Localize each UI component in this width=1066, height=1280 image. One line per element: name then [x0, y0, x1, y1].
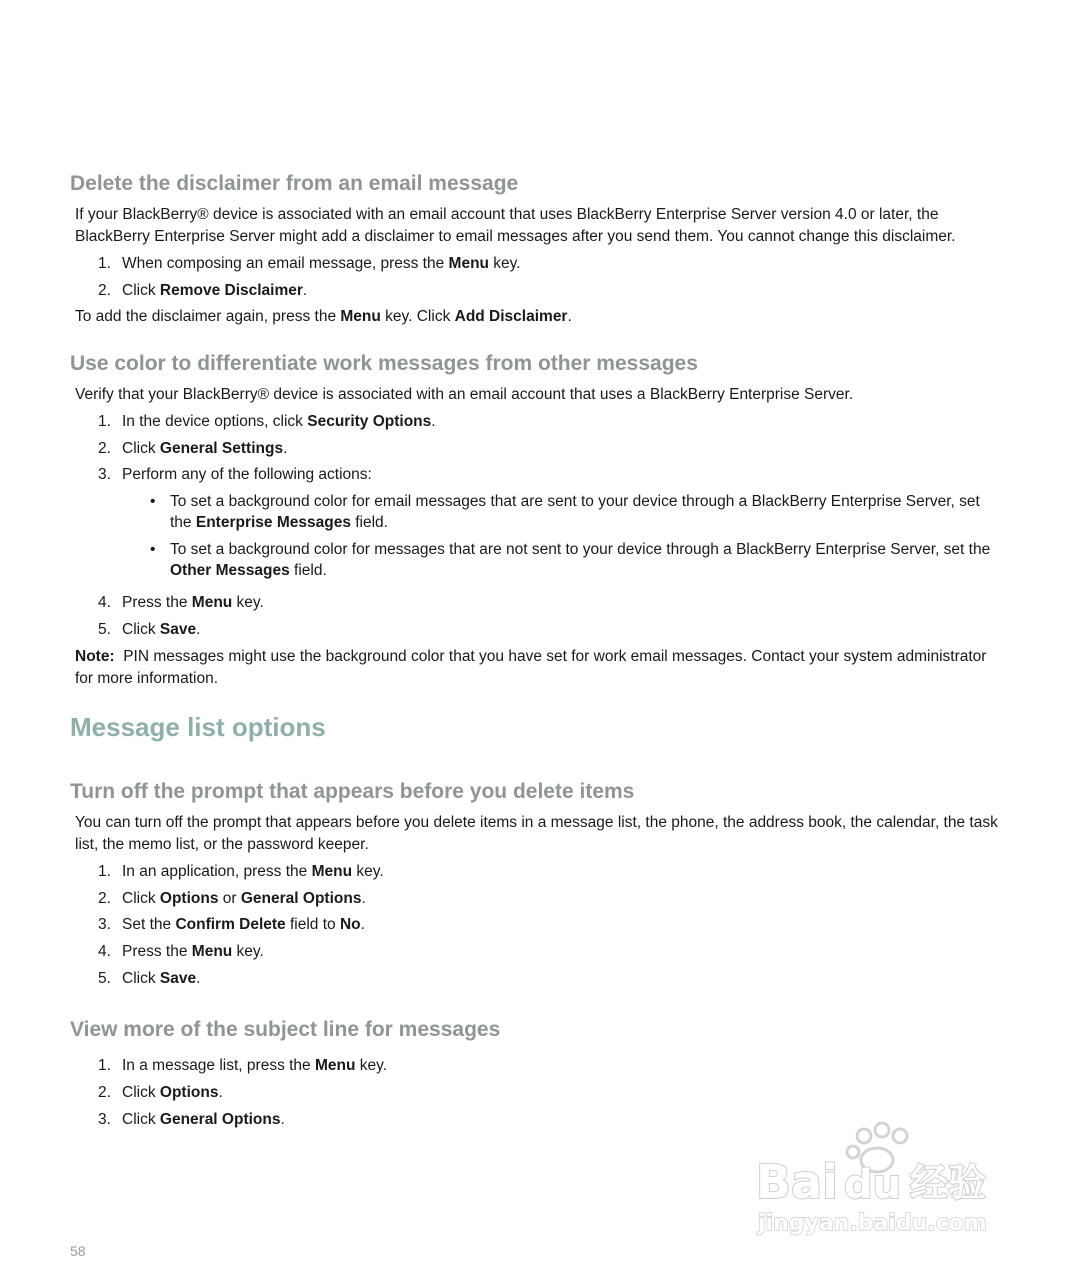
svg-text:经验: 经验: [910, 1161, 987, 1205]
step-bold: Save: [159, 970, 197, 987]
baidu-watermark-logo: [752, 1118, 1012, 1243]
step-text: Perform any of the following actions:: [122, 466, 372, 483]
step-number: 3.: [98, 1111, 111, 1128]
step-text: Click: [122, 282, 160, 299]
step-text: key.: [355, 1057, 388, 1074]
step-text: or: [218, 890, 241, 907]
step-number: 2.: [98, 282, 111, 299]
step-text: .: [360, 916, 365, 933]
bold-text: Menu: [340, 308, 381, 325]
step-text: field to: [285, 916, 340, 933]
step-bold: Menu: [311, 863, 353, 880]
bold-text: Add Disclaimer: [454, 308, 568, 325]
step-bold: General Options: [159, 1111, 281, 1128]
step-5: [98, 968, 998, 990]
bullet-icon: •: [150, 493, 156, 510]
step-2: [98, 888, 998, 910]
bullet-icon: •: [150, 541, 156, 558]
step-text: In the device options, click: [122, 413, 308, 430]
step-text: Click: [122, 970, 160, 987]
step-number: 1.: [98, 863, 111, 880]
step-bold: Options: [159, 1084, 219, 1101]
text: .: [567, 308, 572, 325]
bullet-text: [170, 491, 1000, 533]
step-1: [98, 411, 998, 433]
note-text: PIN messages might use the background color that you have set for work email messages. Contact your system administrator for more information.: [75, 648, 991, 687]
step-3: [98, 914, 998, 936]
step-number: 1.: [98, 1057, 111, 1074]
step-text: key.: [489, 255, 521, 272]
svg-text:du: du: [844, 1162, 902, 1208]
svg-text:jingyan.baidu.com: jingyan.baidu.com: [758, 1211, 987, 1236]
step-5: [98, 619, 998, 641]
step-text: In an application, press the: [122, 863, 312, 880]
bold-text: Other Messages: [170, 562, 290, 579]
step-number: 5.: [98, 970, 111, 987]
paragraph-disclaimer-intro: If your BlackBerry® device is associated with an email account that uses BlackBerry Enterprise Server version 4.0 or later, the BlackBerry Enterprise Server might add a disclaimer to email messages after you send them. You cannot change this disclaimer.: [75, 206, 956, 245]
step-bold: No: [339, 916, 361, 933]
text: To set a background color for email messages that are sent to your device through a BlackBerry Enterprise Server, set the: [170, 493, 980, 531]
heading-use-color: Use color to differentiate work messages from other messages: [70, 352, 698, 375]
bullet-other-messages: [150, 539, 1000, 581]
step-text: In a message list, press the: [122, 1057, 315, 1074]
paragraph-prompt-intro: You can turn off the prompt that appears before you delete items in a message list, the phone, the address book, the calendar, the task list, the memo list, or the password keeper.: [75, 814, 998, 853]
text: key. Click: [380, 308, 455, 325]
text: To add the disclaimer again, press the: [75, 308, 341, 325]
step-text: Press the: [122, 594, 192, 611]
step-text: Click: [122, 1084, 160, 1101]
step-2: [98, 438, 998, 460]
step-1: [98, 253, 998, 275]
step-number: 4.: [98, 943, 111, 960]
step-4: [98, 592, 998, 614]
step-text: .: [280, 1111, 285, 1128]
step-1: [98, 861, 998, 883]
step-2: [98, 280, 998, 302]
text: field.: [350, 514, 388, 531]
step-bold: Menu: [448, 255, 489, 272]
step-number: 5.: [98, 621, 111, 638]
step-bold: Save: [159, 621, 197, 638]
step-text: Press the: [122, 943, 192, 960]
step-number: 4.: [98, 594, 111, 611]
step-bold: General Options: [240, 890, 362, 907]
step-text: .: [361, 890, 366, 907]
page-number: 58: [70, 1243, 86, 1259]
step-4: [98, 941, 998, 963]
text: field.: [289, 562, 327, 579]
step-text: .: [431, 413, 436, 430]
note-label: Note:: [75, 648, 115, 665]
step-bold: Security Options: [307, 413, 432, 430]
heading-message-list-options: Message list options: [70, 712, 326, 742]
step-text: key.: [232, 594, 264, 611]
heading-delete-disclaimer: Delete the disclaimer from an email message: [70, 172, 519, 195]
step-text: Click: [122, 440, 160, 457]
heading-turn-off-prompt: Turn off the prompt that appears before you delete items: [70, 780, 635, 803]
step-text: Set the: [122, 916, 176, 933]
step-bold: Options: [159, 890, 219, 907]
step-text: .: [196, 621, 201, 638]
text: To set a background color for messages that are not sent to your device through a BlackBerry Enterprise Server, set the: [170, 541, 991, 558]
step-bold: Remove Disclaimer: [159, 282, 303, 299]
step-number: 1.: [98, 413, 111, 430]
step-number: 1.: [98, 255, 111, 272]
step-bold: Confirm Delete: [175, 916, 286, 933]
paragraph-color-intro: Verify that your BlackBerry® device is associated with an email account that uses a BlackBerry Enterprise Server.: [75, 386, 854, 403]
step-number: 2.: [98, 440, 111, 457]
step-1: [98, 1055, 998, 1077]
step-text: Click: [122, 621, 160, 638]
step-number: 2.: [98, 1084, 111, 1101]
step-3: [98, 464, 998, 486]
step-text: .: [196, 970, 201, 987]
bullet-text: [170, 539, 1000, 581]
step-number: 3.: [98, 466, 111, 483]
bullet-enterprise-messages: [150, 491, 1000, 533]
note-paragraph: [75, 646, 1005, 690]
step-text: Click: [122, 890, 160, 907]
step-text: .: [218, 1084, 223, 1101]
step-number: 3.: [98, 916, 111, 933]
step-bold: General Settings: [159, 440, 284, 457]
step-number: 2.: [98, 890, 111, 907]
step-2: [98, 1082, 998, 1104]
step-text: key.: [352, 863, 384, 880]
step-bold: Menu: [191, 943, 233, 960]
step-text: .: [302, 282, 308, 299]
step-text: Click: [122, 1111, 160, 1128]
svg-text:Bai: Bai: [756, 1155, 838, 1209]
step-bold: Menu: [314, 1057, 356, 1074]
step-text: When composing an email message, press the: [122, 255, 449, 272]
heading-view-subject-line: View more of the subject line for messages: [70, 1018, 501, 1041]
bold-text: Enterprise Messages: [195, 514, 351, 531]
step-bold: Menu: [191, 594, 233, 611]
step-text: .: [283, 440, 288, 457]
step-text: key.: [232, 943, 264, 960]
paragraph-disclaimer-outro: [75, 306, 1005, 328]
